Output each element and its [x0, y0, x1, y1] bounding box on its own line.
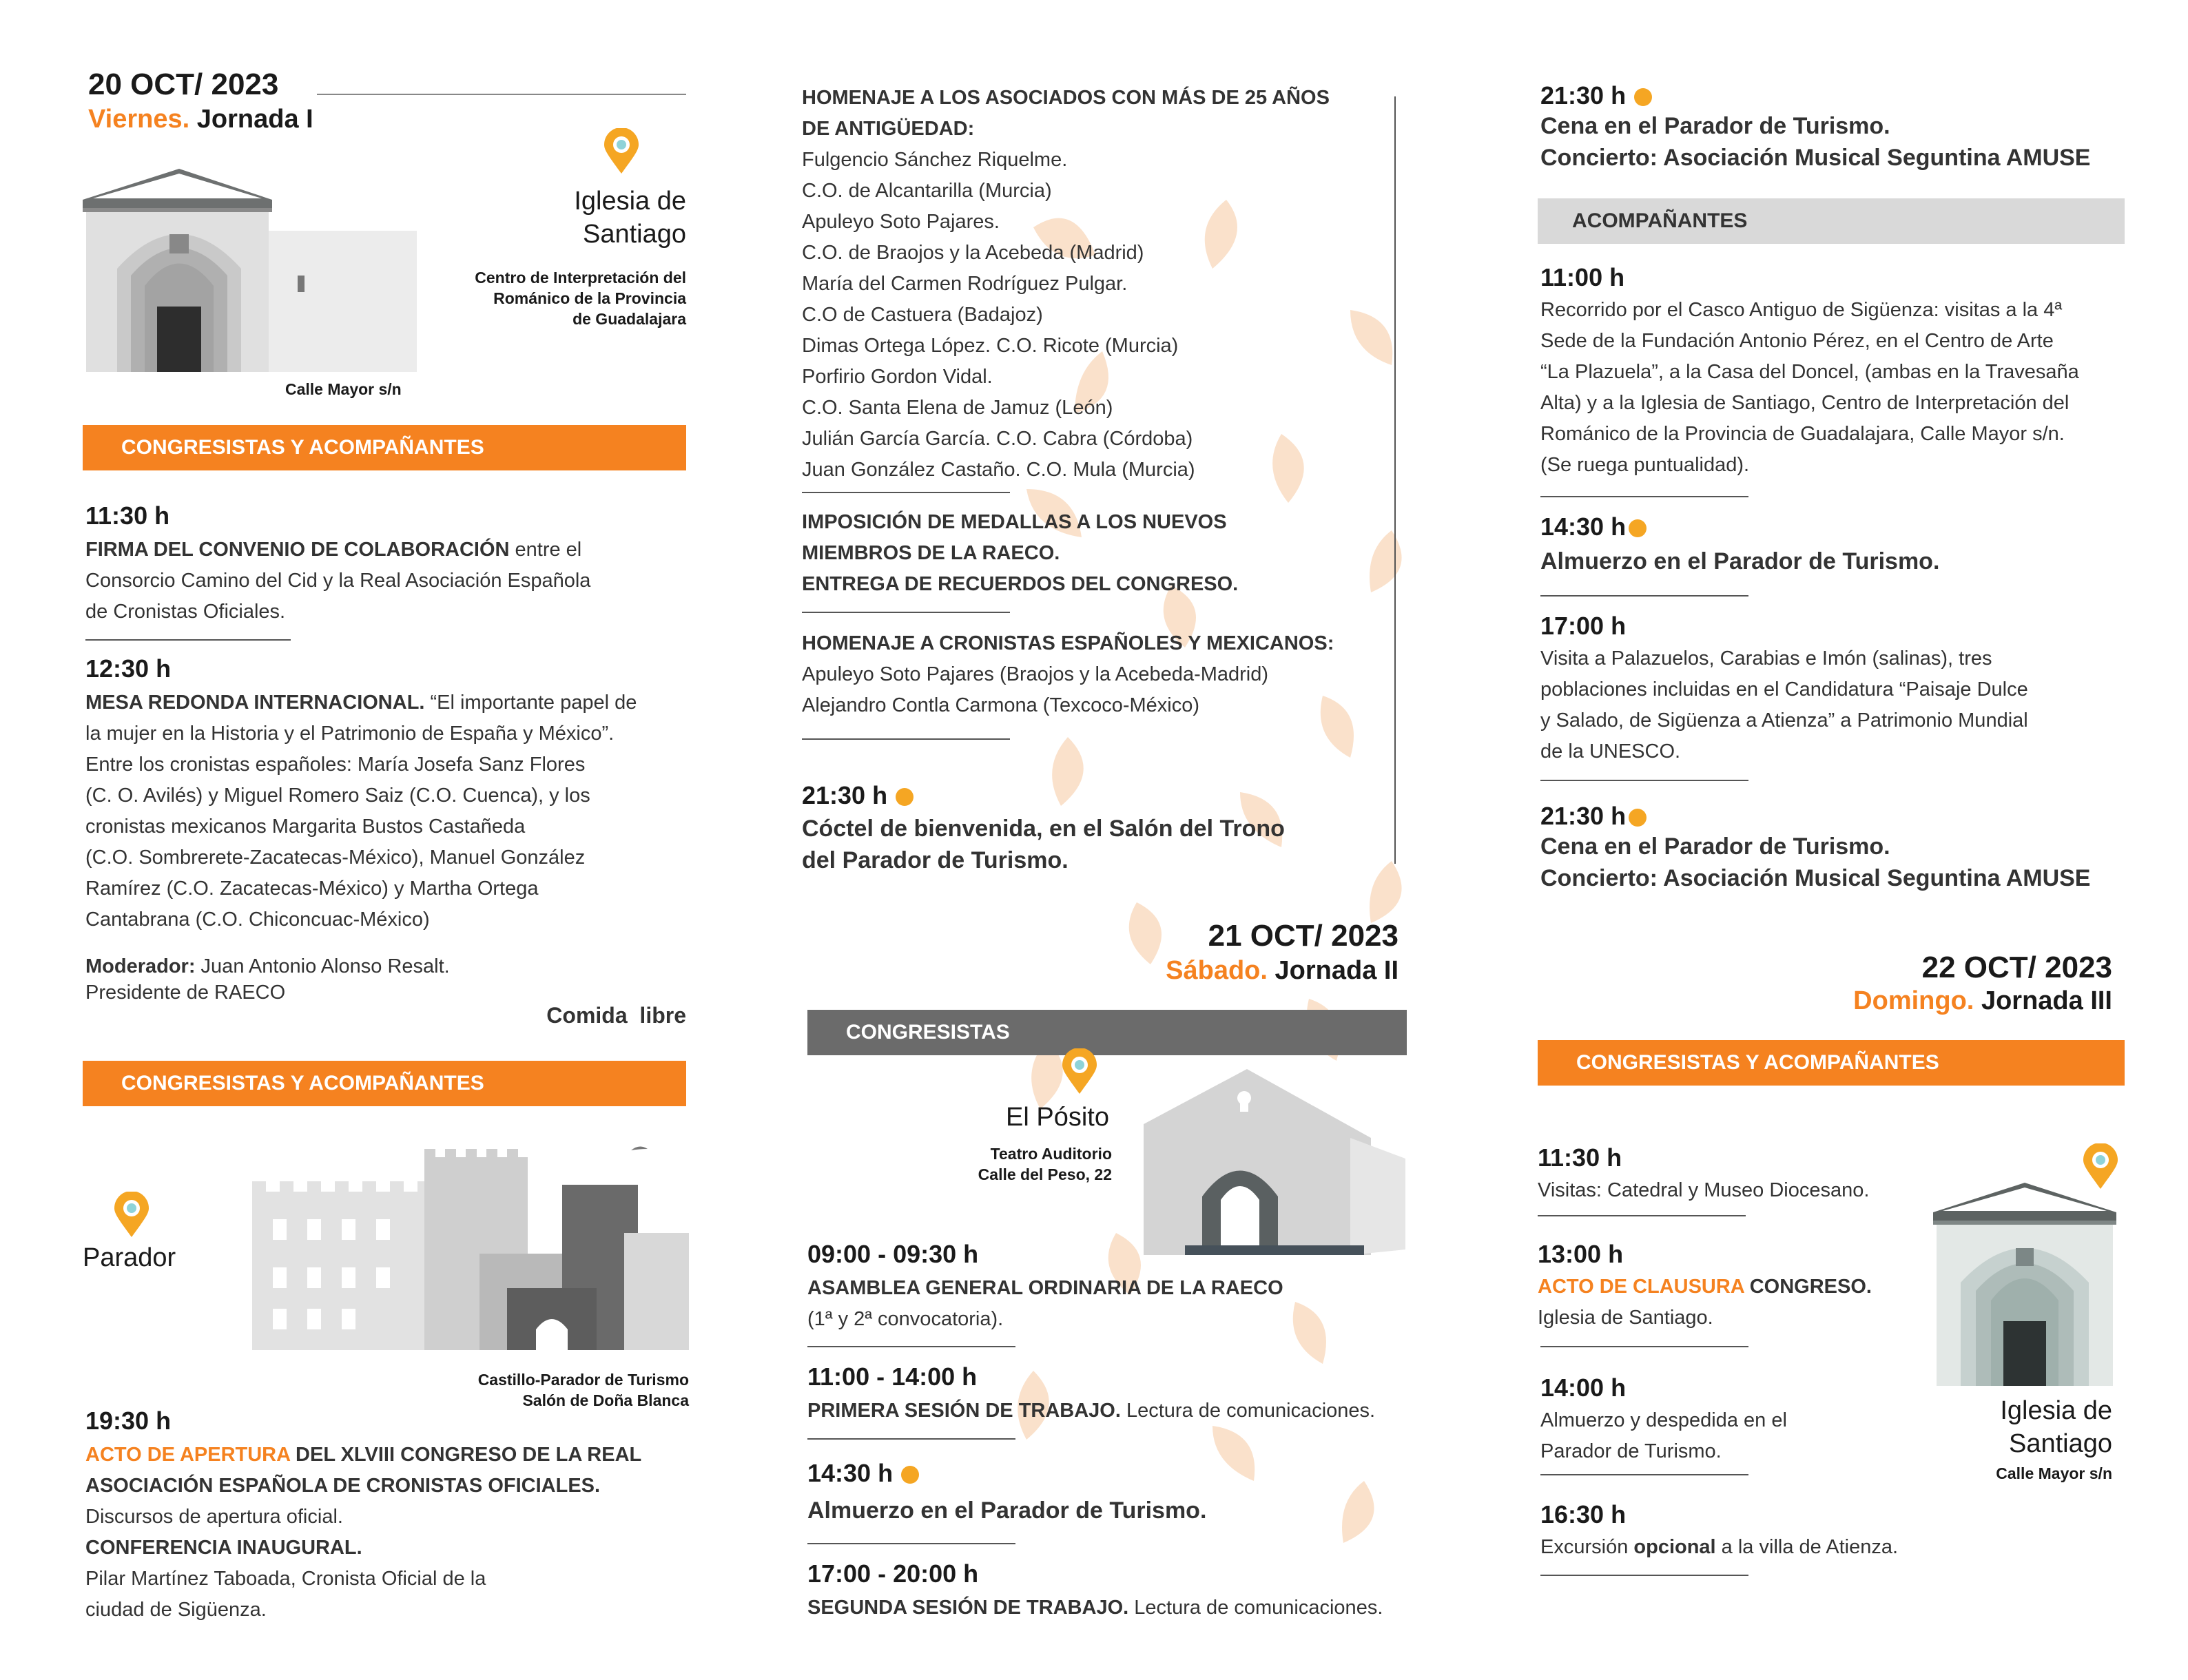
col2-mex-1: Apuleyo Soto Pajares (Braojos y la Acebeda-Madrid): [802, 663, 1269, 685]
divider: [802, 738, 1010, 740]
day1-place-name: [411, 185, 686, 251]
col2-mex-2: Alejandro Contla Carmona (Texcoco-México): [802, 694, 1200, 716]
col2-hom-title-2: DE ANTIGÜEDAD:: [802, 118, 975, 140]
col3-a3-l4: de la UNESCO.: [1540, 740, 1681, 763]
day3-d4-post: a la villa de Atienza.: [1715, 1536, 1899, 1558]
day2-s2: [807, 1396, 1414, 1427]
col2-med-3: ENTREGA DE RECUERDOS DEL CONGRESO.: [802, 573, 1239, 595]
day1-moderator: [85, 953, 450, 1006]
col3-a4-l2: Concierto: Asociación Musical Seguntina AMUSE: [1540, 865, 2091, 891]
day3-d1-txt: Visitas: Catedral y Museo Diocesano.: [1538, 1179, 1870, 1201]
col2-coc-2: del Parador de Turismo.: [802, 847, 1069, 873]
col3-c1: [1540, 110, 2160, 174]
day1-place-desc-2: Románico de la Provincia: [493, 289, 686, 307]
day3-d2-time: 13:00 h: [1538, 1240, 1624, 1268]
col2-med-2: MIEMBROS DE LA RAECO.: [802, 542, 1060, 564]
divider: [1540, 1575, 1748, 1576]
column-vertical-rule: [1394, 96, 1396, 864]
day2-place: El Pósito: [1006, 1103, 1109, 1132]
day1-e2-time: 12:30 h: [85, 654, 172, 683]
day1-e1-time: 11:30 h: [85, 501, 170, 530]
day3-dayline: [1853, 986, 2112, 1016]
day3-d2-txt: Iglesia de Santiago.: [1538, 1307, 1713, 1329]
col2-honoree: María del Carmen Rodríguez Pulgar.: [802, 273, 1128, 295]
day1-place-desc: [397, 267, 686, 329]
day1-e2-bold: MESA REDONDA INTERNACIONAL.: [85, 692, 425, 714]
day3-address: Calle Mayor s/n: [1996, 1464, 2112, 1482]
col3-a3: [1540, 643, 2147, 767]
day1-e1-text: [85, 535, 692, 628]
day1-e1-l1: entre el: [509, 539, 582, 561]
day3-d2-orange: ACTO DE CLAUSURA: [1538, 1276, 1744, 1298]
day1-e3-text: [85, 1440, 692, 1626]
col3-a1-l6: (Se ruega puntualidad).: [1540, 454, 1750, 476]
day2-s3-time: [807, 1459, 919, 1488]
col3-a1-l5: Románico de la Provincia de Guadalajara, Calle Mayor s/n.: [1540, 423, 2065, 445]
day1-e3-l6: ciudad de Sigüenza.: [85, 1599, 267, 1621]
divider: [802, 612, 1010, 613]
col2-honoree: Dimas Ortega López. C.O. Ricote (Murcia): [802, 335, 1179, 357]
day1-castle-caption: [400, 1369, 689, 1411]
col2-coctel: [802, 813, 1367, 876]
col3-a1-l1: Recorrido por el Casco Antiguo de Sigüenza: visitas a la 4ª: [1540, 299, 2063, 321]
dot-icon: [896, 788, 914, 806]
day1-e3-b1: DEL XLVIII CONGRESO DE LA REAL: [290, 1444, 642, 1466]
day1-e1-l2: Consorcio Camino del Cid y la Real Asociación Española: [85, 570, 591, 592]
day2-s4-txt: Lectura de comunicaciones.: [1128, 1597, 1383, 1619]
day3-d3-l1: Almuerzo y despedida en el: [1540, 1409, 1787, 1431]
day2-s1-time: 09:00 - 09:30 h: [807, 1240, 979, 1268]
day1-castle-1: Castillo-Parador de Turismo: [477, 1371, 689, 1389]
col3-c1-l1: Cena en el Parador de Turismo.: [1540, 113, 1890, 139]
col2-honoree: Juan González Castaño. C.O. Mula (Murcia): [802, 459, 1195, 481]
day1-date-rule: [317, 94, 686, 95]
day1-place-desc-3: de Guadalajara: [572, 310, 686, 328]
day1-e1-l3: de Cronistas Oficiales.: [85, 601, 286, 623]
day1-e3-b2: ASOCIACIÓN ESPAÑOLA DE CRONISTAS OFICIALES.: [85, 1475, 601, 1497]
col2-honoree: C.O. de Braojos y la Acebeda (Madrid): [802, 242, 1144, 264]
day3-d4-bold: opcional: [1633, 1536, 1716, 1558]
day2-date: 21 OCT/ 2023: [1208, 919, 1399, 953]
day1-e1-bold: FIRMA DEL CONVENIO DE COLABORACIÓN: [85, 539, 510, 561]
day1-address: Calle Mayor s/n: [285, 380, 402, 398]
col3-a3-l1: Visita a Palazuelos, Carabias e Imón (salinas), tres: [1540, 647, 1992, 670]
day1-e2-l6: (C.O. Sombrerete-Zacatecas-México), Manuel González: [85, 847, 586, 869]
day1-e2-l4: (C. O. Avilés) y Miguel Romero Saiz (C.O. Cuenca), y los: [85, 785, 590, 807]
day3-d2: [1538, 1272, 1951, 1334]
day2-jornada: Jornada II: [1274, 956, 1399, 985]
day3-d4-pre: Excursión: [1540, 1536, 1634, 1558]
day3-d2-bold: CONGRESO.: [1744, 1276, 1872, 1298]
day1-date: 20 OCT/ 2023: [88, 68, 279, 101]
day2-place-d1: Teatro Auditorio: [990, 1145, 1112, 1163]
col2-honoree: Porfirio Gordon Vidal.: [802, 366, 993, 388]
col3-c1-time: [1540, 81, 1652, 110]
col2-med-1: IMPOSICIÓN DE MEDALLAS A LOS NUEVOS: [802, 511, 1227, 533]
col2-honoree: C.O. Santa Elena de Jamuz (León): [802, 397, 1113, 419]
day3-place-1: Iglesia de: [2000, 1396, 2112, 1425]
divider: [807, 1438, 1015, 1440]
col3-a4-time-text: 21:30 h: [1540, 802, 1627, 830]
day3-d4-time: 16:30 h: [1540, 1500, 1627, 1528]
col3-a1-l3: “La Plazuela”, a la Casa del Doncel, (ambas en la Travesaña: [1540, 361, 2079, 383]
day2-s4-time: 17:00 - 20:00 h: [807, 1559, 979, 1588]
day3-weekday: Domingo.: [1853, 986, 1974, 1015]
day2-weekday: Sábado.: [1166, 956, 1268, 985]
divider: [807, 1346, 1015, 1347]
location-pin-icon: [113, 1192, 150, 1238]
day3-date: 22 OCT/ 2023: [1921, 951, 2112, 984]
location-pin-icon: [603, 128, 640, 175]
col3-a4: [1540, 831, 2160, 894]
day1-e2-l1: “El importante papel de: [424, 692, 637, 714]
day2-s2-time: 11:00 - 14:00 h: [807, 1362, 978, 1391]
day3-d3-l2: Parador de Turismo.: [1540, 1440, 1722, 1462]
col2-honoree: Apuleyo Soto Pajares.: [802, 211, 1000, 233]
col3-a3-l2: poblaciones incluidas en el Candidatura “Paisaje Dulce: [1540, 678, 2028, 701]
day1-e2-text: [85, 687, 692, 935]
day2-s1: [807, 1273, 1386, 1335]
day1-mod-name: Juan Antonio Alonso Resalt.: [195, 955, 450, 977]
col2-honoree: C.O de Castuera (Badajoz): [802, 304, 1043, 326]
day3-d1-time: 11:30 h: [1538, 1143, 1622, 1172]
day2-place-desc: [905, 1143, 1112, 1185]
divider: [1540, 1346, 1748, 1347]
col3-a4-time: [1540, 802, 1647, 831]
day2-s3-txt: Almuerzo en el Parador de Turismo.: [807, 1497, 1207, 1524]
col3-a1-l4: Alta) y a la Iglesia de Santiago, Centro de Interpretación del: [1540, 392, 2070, 414]
day3-d3: [1540, 1405, 1885, 1467]
castle-parador-illustration: [252, 1143, 689, 1350]
col3-c1-time-text: 21:30 h: [1540, 81, 1627, 110]
day1-mod-role: Presidente de RAECO: [85, 982, 286, 1004]
day1-dayline: [88, 105, 313, 134]
dot-icon: [1634, 88, 1652, 106]
col3-a2-time-text: 14:30 h: [1540, 512, 1627, 541]
day2-s3-time-text: 14:30 h: [807, 1459, 894, 1487]
day1-jornada: Jornada I: [196, 105, 313, 134]
col3-a1-time: 11:00 h: [1540, 263, 1625, 291]
divider: [1538, 1215, 1746, 1216]
divider: [85, 639, 291, 641]
day2-s1-sub: (1ª y 2ª convocatoria).: [807, 1308, 1004, 1330]
col2-hom-title-1: HOMENAJE A LOS ASOCIADOS CON MÁS DE 25 AÑOS: [802, 87, 1330, 109]
col3-a4-l1: Cena en el Parador de Turismo.: [1540, 833, 1890, 860]
col3-a2-time: [1540, 512, 1647, 541]
day1-e2-l7: Ramírez (C.O. Zacatecas-México) y Martha Ortega: [85, 878, 539, 900]
day1-bar-1: CONGRESISTAS Y ACOMPAÑANTES: [83, 425, 686, 470]
day1-e3-l5: Pilar Martínez Taboada, Cronista Oficial de la: [85, 1568, 486, 1590]
day2-bar: CONGRESISTAS: [807, 1010, 1407, 1055]
day3-place: [1906, 1394, 2112, 1460]
col3-a3-l3: y Salado, de Sigüenza a Atienza” a Patrimonio Mundial: [1540, 709, 2028, 732]
day1-e3-time: 19:30 h: [85, 1407, 172, 1435]
iglesia-santiago-illustration: [83, 165, 420, 372]
location-pin-icon: [1061, 1048, 1098, 1095]
divider: [802, 492, 1010, 493]
divider: [1540, 595, 1748, 597]
day2-s1-bold: ASAMBLEA GENERAL ORDINARIA DE LA RAECO: [807, 1277, 1283, 1299]
dot-icon: [901, 1466, 919, 1484]
day1-e3-b4: CONFERENCIA INAUGURAL.: [85, 1537, 362, 1559]
day1-parador: Parador: [83, 1243, 176, 1272]
col3-a1: [1540, 295, 2147, 481]
day1-place-desc-1: Centro de Interpretación del: [475, 269, 686, 287]
col3-a2-txt: Almuerzo en el Parador de Turismo.: [1540, 548, 1940, 574]
divider: [1540, 780, 1748, 781]
dot-icon: [1629, 809, 1647, 827]
day2-s2-txt: Lectura de comunicaciones.: [1120, 1400, 1376, 1422]
col2-honoree: Julián García García. C.O. Cabra (Córdoba): [802, 428, 1193, 450]
day1-place-name-2: Santiago: [582, 220, 686, 249]
day2-place-d2: Calle del Peso, 22: [978, 1165, 1112, 1183]
col3-c1-l2: Concierto: Asociación Musical Seguntina AMUSE: [1540, 145, 2091, 171]
col2-homenaje: [802, 83, 1367, 486]
day1-e2-l5: cronistas mexicanos Margarita Bustos Castañeda: [85, 816, 526, 838]
day1-e2-l2: la mujer en la Historia y el Patrimonio de España y México”.: [85, 723, 615, 745]
day1-castle-2: Salón de Doña Blanca: [522, 1391, 689, 1409]
col3-bar: ACOMPAÑANTES: [1538, 198, 2125, 244]
el-posito-illustration: [1144, 1069, 1405, 1255]
day1-comida: Comida libre: [546, 1003, 686, 1028]
day3-jornada: Jornada III: [1981, 986, 2112, 1015]
day2-s2-bold: PRIMERA SESIÓN DE TRABAJO.: [807, 1400, 1121, 1422]
col2-honoree: C.O. de Alcantarilla (Murcia): [802, 180, 1052, 202]
col2-mexicanos: [802, 628, 1381, 721]
day1-place-name-1: Iglesia de: [574, 187, 686, 216]
day3-bar: CONGRESISTAS Y ACOMPAÑANTES: [1538, 1040, 2125, 1086]
day2-dayline: [1166, 956, 1399, 986]
col2-coc-time-text: 21:30 h: [802, 781, 888, 809]
day1-e3-orange: ACTO DE APERTURA: [85, 1444, 290, 1466]
day1-e2-l8: Cantabrana (C.O. Chiconcuac-México): [85, 909, 430, 931]
iglesia-santiago-illustration: [1933, 1179, 2116, 1386]
day2-s4: [807, 1593, 1414, 1624]
col2-honoree: Fulgencio Sánchez Riquelme.: [802, 149, 1068, 171]
dot-icon: [1629, 519, 1647, 537]
day3-place-2: Santiago: [2008, 1429, 2112, 1458]
day1-mod-label: Moderador:: [85, 955, 196, 977]
col3-a3-time: 17:00 h: [1540, 612, 1627, 640]
col2-mex-title: HOMENAJE A CRONISTAS ESPAÑOLES Y MEXICANOS:: [802, 632, 1334, 654]
day3-d3-time: 14:00 h: [1540, 1373, 1627, 1402]
day1-bar-2: CONGRESISTAS Y ACOMPAÑANTES: [83, 1061, 686, 1106]
day2-s4-bold: SEGUNDA SESIÓN DE TRABAJO.: [807, 1597, 1129, 1619]
divider: [1540, 496, 1748, 497]
day1-weekday: Viernes.: [88, 105, 190, 134]
col3-a1-l2: Sede de la Fundación Antonio Pérez, en el Centro de Arte: [1540, 330, 2054, 352]
col2-coc-time: [802, 781, 914, 810]
col2-medallas: [802, 507, 1367, 600]
day1-e3-l3: Discursos de apertura oficial.: [85, 1506, 343, 1528]
divider: [1540, 1474, 1748, 1475]
col2-coc-1: Cóctel de bienvenida, en el Salón del Trono: [802, 816, 1285, 842]
divider: [807, 1543, 1015, 1544]
day3-d4: [1540, 1532, 2023, 1563]
day1-e2-l3: Entre los cronistas españoles: María Josefa Sanz Flores: [85, 754, 586, 776]
